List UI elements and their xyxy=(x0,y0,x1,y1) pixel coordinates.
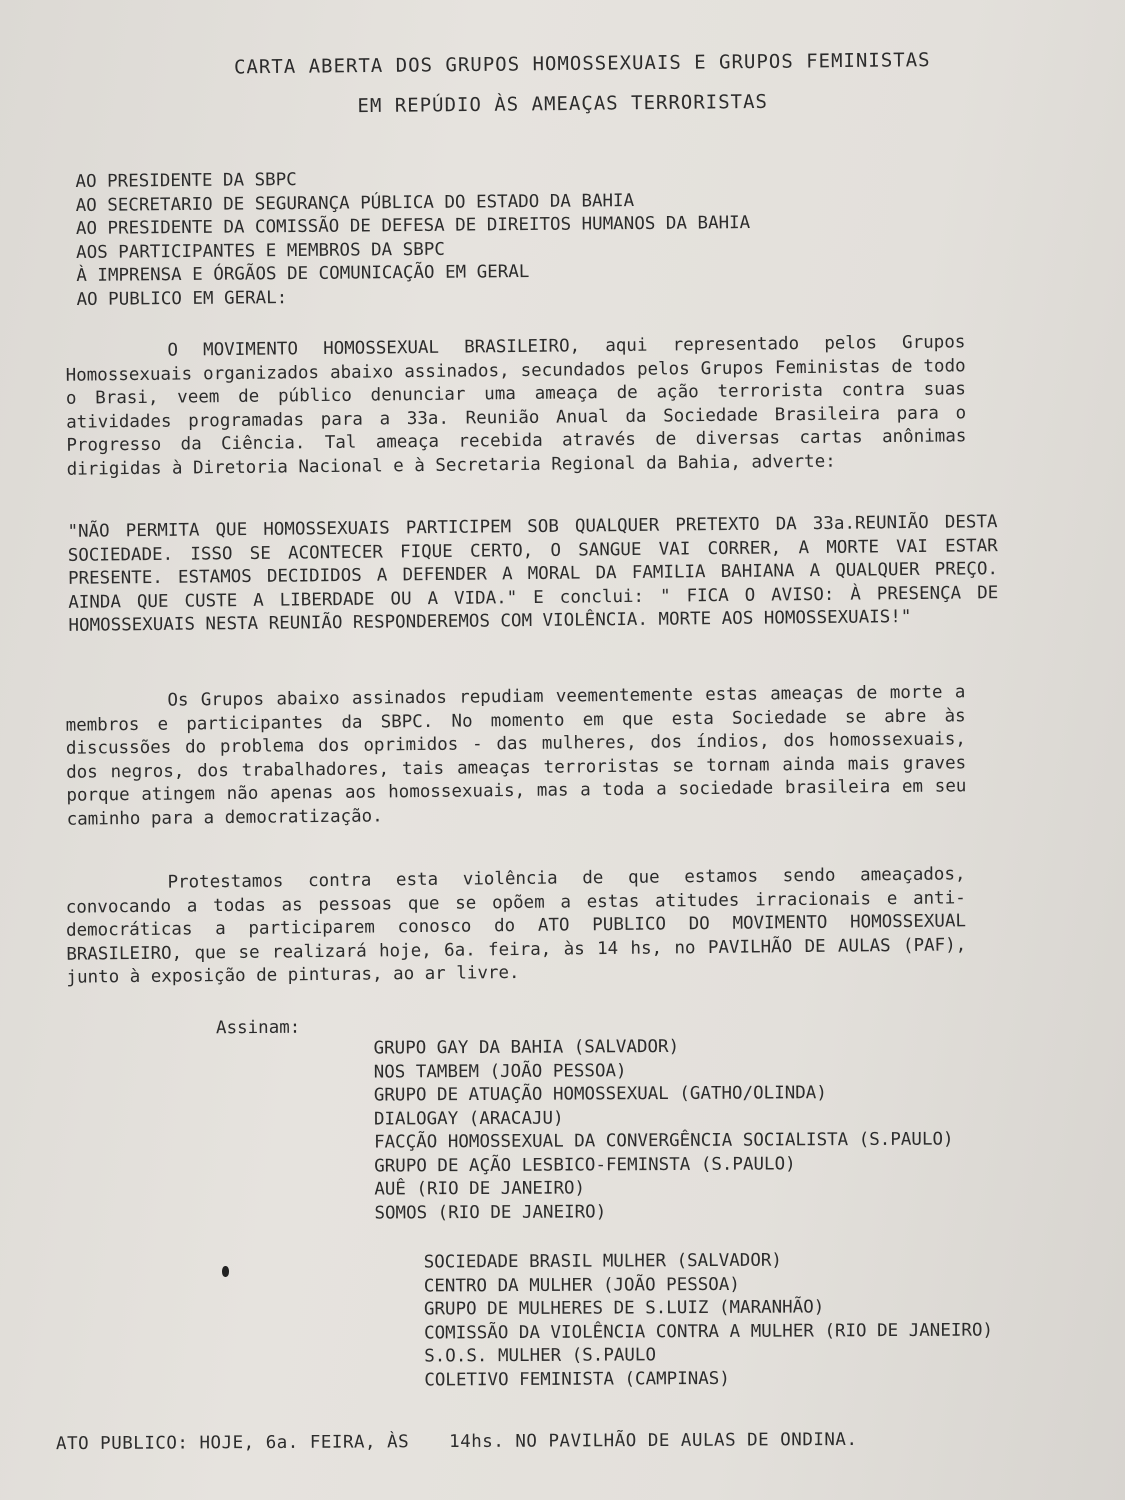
addressee-line: AO PRESIDENTE DA COMISSÃO DE DEFESA DE DIREITOS HUMANOS DA BAHIA xyxy=(75,213,751,239)
signer-line: NOS TAMBEM (JOÃO PESSOA) xyxy=(373,1060,627,1083)
letter-title xyxy=(0,38,1125,130)
signer-line: S.O.S. MULHER (S.PAULO xyxy=(424,1345,657,1367)
signer-line: AUÊ (RIO DE JANEIRO) xyxy=(374,1178,586,1200)
feminist-groups-list xyxy=(424,1249,994,1393)
addressee-line: AO PRESIDENTE DA SBPC xyxy=(75,170,297,192)
footer-part-2: 14hs. NO PAVILHÃO DE AULAS DE ONDINA. xyxy=(449,1429,858,1453)
signer-line: SOMOS (RIO DE JANEIRO) xyxy=(374,1201,607,1224)
footer-part-1: ATO PUBLICO: HOJE, 6a. FEIRA, ÀS xyxy=(55,1432,410,1455)
title-line-1: CARTA ABERTA DOS GRUPOS HOMOSSEXUAIS E GRUPOS FEMINISTAS xyxy=(233,49,931,79)
addressee-line: AO SECRETARIO DE SEGURANÇA PÚBLICA DO ESTADO DA BAHIA xyxy=(75,190,635,216)
paragraph-2-text: Os Grupos abaixo assinados repudiam veementemente estas ameaças de morte a membros e participantes da SBPC. No momento em que esta Sociedade se abre às discussões do problema dos oprimidos - das mulheres, dos índios, dos homossexuais, dos negros, dos trabalhadores, tais ameaças terroristas se tornam ainda mais graves porque atingem não apenas aos homossexuais, mas a toda a sociedade brasileira em seu caminho para a democratização. xyxy=(65,682,967,830)
paragraph-denunciation xyxy=(65,331,966,481)
addressee-line: À IMPRENSA E ÓRGÃOS DE COMUNICAÇÃO EM GERAL xyxy=(76,261,530,286)
signer-line: SOCIEDADE BRASIL MULHER (SALVADOR) xyxy=(423,1250,782,1273)
signer-line: GRUPO DE AÇÃO LESBICO-FEMINSTA (S.PAULO) xyxy=(374,1153,796,1177)
signer-line: GRUPO DE ATUAÇÃO HOMOSSEXUAL (GATHO/OLINDA) xyxy=(373,1083,827,1106)
signer-line: GRUPO GAY DA BAHIA (SALVADOR) xyxy=(373,1036,680,1059)
addressee-line: AOS PARTICIPANTES E MEMBROS DA SBPC xyxy=(76,239,445,263)
addressee-line: AO PUBLICO EM GERAL: xyxy=(76,287,288,310)
signer-line: CENTRO DA MULHER (JOÃO PESSOA) xyxy=(423,1274,740,1296)
signature-label: Assinam: xyxy=(215,1017,301,1039)
footer-announcement xyxy=(56,1430,858,1454)
homosexual-groups-list xyxy=(374,1034,954,1225)
addressee-list xyxy=(75,165,751,312)
signer-line: FACÇÃO HOMOSSEXUAL DA CONVERGÊNCIA SOCIALISTA (S.PAULO) xyxy=(374,1129,954,1153)
paragraph-protest xyxy=(65,863,966,990)
signer-line: DIALOGAY (ARACAJU) xyxy=(373,1108,564,1130)
signer-line: COMISSÃO DA VIOLÊNCIA CONTRA A MULHER (RIO DE JANEIRO) xyxy=(424,1320,994,1343)
signer-line: GRUPO DE MULHERES DE S.LUIZ (MARANHÃO) xyxy=(423,1297,825,1320)
paragraph-3-text: Protestamos contra esta violência de que estamos sendo ameaçados, convocando a todas as pessoas que se opõem a estas atitudes irracionais e anti-democráticas a participarem conosco do ATO PUBLICO DO MOVIMENTO HOMOSSEXUAL BRASILEIRO, que se realizará hoje, 6a. feira, às 14 hs, no PAVILHÃO DE AULAS (PAF), junto à exposição de pinturas, ao ar livre. xyxy=(65,864,967,988)
threat-quote xyxy=(67,511,998,638)
ink-speck xyxy=(222,1266,229,1277)
paragraph-1-text: O MOVIMENTO HOMOSSEXUAL BRASILEIRO, aqui representado pelos Grupos Homossexuais organizados abaixo assinados, secundados pelos Grupos Feministas de todo o Brasi, veem de público denunciar uma ameaça de ação terrorista contra suas atividades programadas para a 33a. Reunião Anual da Sociedade Brasileira para o Progresso da Ciência. Tal ameaça recebida através de diversas cartas anônimas dirigidas à Diretoria Nacional e à Secretaria Regional da Bahia, adverte: xyxy=(65,332,967,480)
paragraph-repudiation xyxy=(65,681,966,831)
signer-line: COLETIVO FEMINISTA (CAMPINAS) xyxy=(424,1368,730,1390)
quote-text: "NÃO PERMITA QUE HOMOSSEXUAIS PARTICIPEM SOB QUALQUER PRETEXTO DA 33a.REUNIÃO DESTA SOCIEDADE. ISSO SE ACONTECER FIQUE CERTO, O SANGUE VAI CORRER, A MORTE VAI ESTAR PRESENTE. ESTAMOS DECIDIDOS A DEFENDER A MORAL DA FAMILIA BAHIANA A QUALQUER PREÇO. AINDA QUE CUSTE A LIBERDADE OU A VIDA." E conclui: " FICA O AVISO: À PRESENÇA DE HOMOSSEXUAIS NESTA REUNIÃO RESPONDEREMOS COM VIOLÊNCIA. MORTE AOS HOMOSSEXUAIS!" xyxy=(67,512,999,636)
title-line-2: EM REPÚDIO ÀS AMEAÇAS TERRORISTAS xyxy=(357,90,769,118)
